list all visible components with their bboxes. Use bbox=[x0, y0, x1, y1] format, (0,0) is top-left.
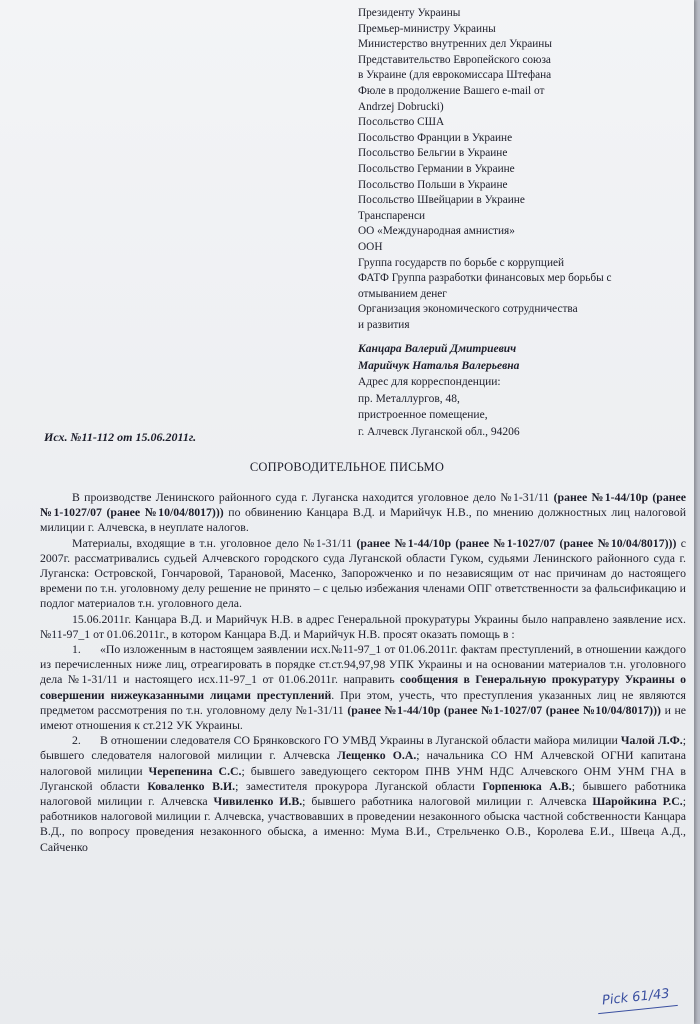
list-item: 1. «По изложенным в настоящем заявлении исх.№11-97_1 от 01.06.2011г. фактам преступлений, в отношении каждого из перечисленных ниже лиц, отреагировать в порядке ст.ст.94,97,98 УПК Украины и на основании материалов т.н. уголовного дела №1-31/11 и настоящего исх.11-97_1 от 01.06.2011г. направить сообщения в Генеральную прокуратуру Украины о совершении нижеуказанными лицами преступлений. При этом, учесть, что преступления указанных лиц не являются предметом рассмотрения по т.н. уголовному делу №1-31/11 (ранее №1-44/10р (ранее №1-1027/07 (ранее №10/04/8017))) и не имеют отношения к ст.212 УК Украины. bbox=[40, 642, 687, 733]
recipient-line: Президенту Украины bbox=[358, 7, 461, 19]
recipient-line: ООН bbox=[358, 240, 383, 253]
document-title: СОПРОВОДИТЕЛЬНОЕ ПИСЬМО bbox=[249, 460, 445, 474]
recipient-line: Посольство Польши в Украине bbox=[358, 178, 508, 191]
recipient-line: Посольство Бельгии в Украине bbox=[358, 147, 508, 160]
recipient-line: в Украине (для еврокомиссара Штефана bbox=[358, 69, 552, 82]
recipient-line: Транспаренси bbox=[358, 209, 426, 222]
paragraph: 15.06.2011г. Канцара В.Д. и Марийчук Н.В. в адрес Генеральной прокуратуры Украины было направлено заявление исх.№11-97_1 от 01.06.2011г., в котором Канцара В.Д. и Марийчук Н.В. просят оказать помощь в : bbox=[40, 611, 686, 641]
recipient-line: Организация экономического сотрудничества bbox=[358, 303, 578, 316]
recipient-line: Посольство США bbox=[358, 116, 445, 129]
outgoing-number: Исх. №11-112 от 15.06.2011г. bbox=[44, 430, 197, 444]
recipient-line: Премьер-министру Украины bbox=[358, 22, 496, 35]
address-label: Адрес для корреспонденции: bbox=[358, 376, 501, 389]
recipient-line: отмыванием денег bbox=[358, 287, 447, 300]
recipient-line: Посольство Франции в Украине bbox=[358, 131, 513, 144]
sender-name: Марийчук Наталья Валерьевна bbox=[358, 359, 520, 372]
address-line: пр. Металлургов, 48, bbox=[358, 392, 460, 405]
sender-name: Канцара Валерий Дмитриевич bbox=[358, 343, 517, 355]
recipient-line: Министерство внутренних дел Украины bbox=[358, 38, 552, 51]
recipient-line: Представительство Европейского союза bbox=[358, 53, 551, 66]
address-line: г. Алчевск Луганской обл., 94206 bbox=[358, 425, 520, 438]
handwritten-signature: Pick 61/43 bbox=[601, 986, 671, 1009]
recipient-line: Andrzej Dobrucki) bbox=[358, 100, 444, 113]
paragraph: Материалы, входящие в т.н. уголовное дело №1-31/11 (ранее №1-44/10р (ранее №1-1027/07 (ранее №10/04/8017))) с 2007г. рассматривались судьей Алчевского городского суда Луганской области Гуком, судьями Ленинского районного суда г. Луганска: Островской, Гончаровой, Тарановой, Масенко, Запорожченко и по независящим от нас причинам до настоящего времени по т.н. уголовному делу решение не принято – с целью избежания членами ОПГ ответственности за фальсификацию и подлог материалов т.н. уголовного дела. bbox=[40, 535, 687, 611]
recipient-line: и развития bbox=[358, 318, 410, 331]
list-item: 2. В отношении следователя СО Брянковского ГО УМВД Украины в Луганской области майора милиции Чалой Л.Ф.; бывшего следователя налоговой милиции г. Алчевска Лещенко О.А.; начальника СО НМ Алчевской ОГНИ капитана налоговой милиции Черепенина С.С.; бывшего заведующего сектором ПНВ УНМ НДС Алчевского ОНМ УНМ ГНА в Луганской области Коваленко В.И.; заместителя прокурора Луганской области Горпенюка А.В.; бывшего работника налоговой милиции г. Алчевска Чивиленко И.В.; бывшего работника налоговой милиции г. Алчевска Шаройкина Р.С.; работников налоговой милиции г. Алчевска, участвовавших в проведении незаконного обыска частной собственности Канцара В.Д., по вопросу проведения незаконного обыска, а именно: Мума В.И., Стрельченко О.В., Королева Е.И., Швеца А.Д., Сайченко bbox=[40, 733, 687, 854]
recipient-line: Посольство Германии в Украине bbox=[358, 162, 515, 175]
sender-block bbox=[358, 341, 678, 441]
recipient-line: ОО «Международная амнистия» bbox=[358, 225, 515, 238]
recipients-block bbox=[358, 6, 678, 333]
paragraph: В производстве Ленинского районного суда г. Луганска находится уголовное дело №1-31/11 (ранее №1-44/10р (ранее №1-1027/07 (ранее №10/04/8017))) по обвинению Канцара В.Д. и Марийчук Н.В., по мнению должностных лиц налоговой милиции г. Алчевска, в неуплате налогов. bbox=[40, 490, 687, 535]
letter-body bbox=[40, 490, 686, 855]
recipient-line: Фюле в продолжение Вашего e-mail от bbox=[358, 84, 545, 97]
recipient-line: Группа государств по борьбе с коррупцией bbox=[358, 256, 565, 269]
recipient-line: Посольство Швейцарии в Украине bbox=[358, 194, 525, 207]
address-line: пристроенное помещение, bbox=[358, 409, 488, 422]
recipient-line: ФАТФ Группа разработки финансовых мер борьбы с bbox=[358, 272, 612, 285]
